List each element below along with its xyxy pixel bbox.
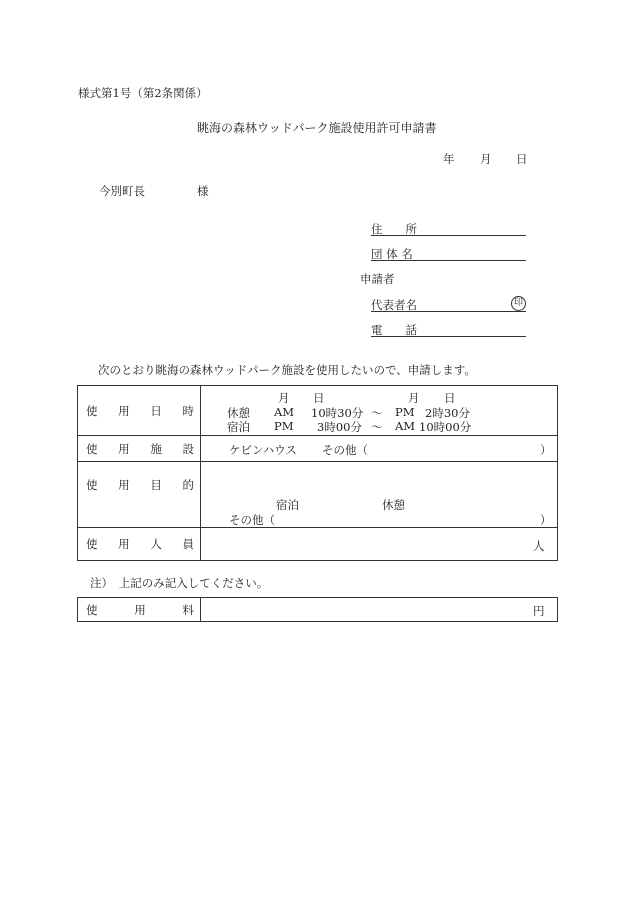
seal-icon: 印 — [511, 296, 526, 311]
fee-table — [77, 597, 558, 622]
usage-date-value[interactable]: 月 日 月 日 休憩 AM 10時30分 〜 PM 2時30分 宿泊 PM 3時00分 〜 AM 10時00分 — [201, 386, 558, 436]
group-name-label: 団 体 名 — [371, 247, 413, 261]
date-month: 月 — [480, 152, 492, 166]
form-title: 眺海の森林ウッドパーク施設使用許可申請書 — [197, 121, 437, 135]
representative-label: 代表者名 — [371, 298, 417, 312]
facility-row — [78, 436, 558, 462]
purpose-option-other[interactable]: その他（ — [229, 513, 275, 527]
address-field[interactable] — [371, 221, 526, 236]
applicant-label: 申請者 — [360, 272, 395, 286]
usage-date-row — [78, 386, 558, 436]
purpose-row — [78, 462, 558, 528]
facility-label: 使 用 施 設 — [78, 436, 201, 462]
purpose-option-rest[interactable]: 休憩 — [382, 498, 405, 512]
purpose-option-stay[interactable]: 宿泊 — [276, 498, 299, 512]
recipient-honorific: 様 — [197, 184, 209, 198]
address-label: 住 所 — [371, 222, 417, 236]
representative-field[interactable] — [371, 297, 526, 312]
fee-row — [78, 598, 558, 622]
usage-table — [77, 385, 558, 561]
phone-field[interactable] — [371, 322, 526, 337]
note-text: 注） 上記のみ記入してください。 — [90, 576, 269, 590]
facility-option-cabin[interactable]: ケビンハウス — [229, 443, 297, 457]
fee-value[interactable]: 円 — [201, 598, 558, 622]
people-label: 使 用 人 員 — [78, 528, 201, 561]
facility-option-other[interactable]: その他（ — [322, 443, 368, 457]
purpose-value[interactable]: 宿泊 休憩 その他（ ） — [201, 462, 558, 528]
facility-value[interactable]: ケビンハウス その他（ ） — [201, 436, 558, 462]
intro-text: 次のとおり眺海の森林ウッドパーク施設を使用したいので、申請します。 — [98, 363, 476, 377]
date-day: 日 — [516, 152, 528, 166]
form-number: 様式第1号（第2条関係） — [78, 86, 208, 100]
phone-label: 電 話 — [371, 323, 417, 337]
people-row — [78, 528, 558, 561]
fee-label: 使 用 料 — [78, 598, 201, 622]
recipient-name: 今別町長 — [99, 184, 145, 198]
group-name-field[interactable] — [371, 246, 526, 261]
people-value[interactable]: 人 — [201, 528, 558, 561]
usage-date-label: 使 用 日 時 — [78, 386, 201, 436]
purpose-label: 使 用 目 的 — [78, 462, 201, 528]
date-year: 年 — [443, 152, 455, 166]
